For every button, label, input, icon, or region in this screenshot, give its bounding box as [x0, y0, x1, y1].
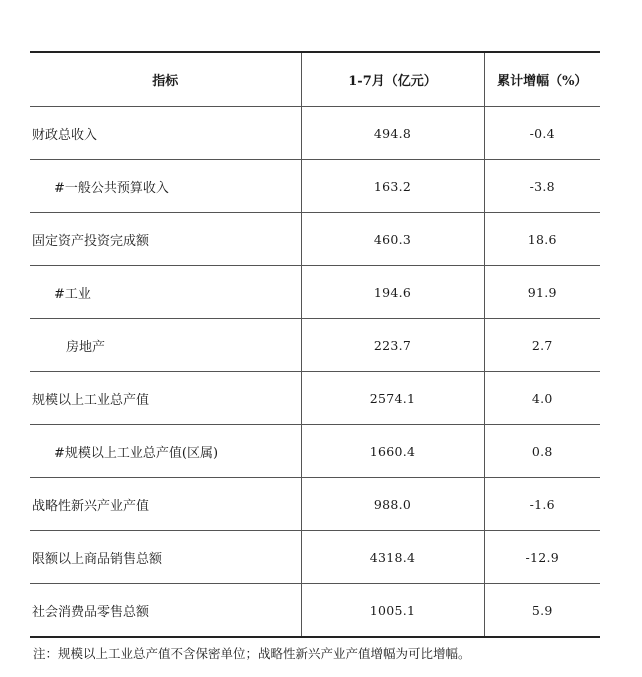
value-cell: 4318.4 — [301, 531, 484, 584]
table-row — [30, 160, 600, 213]
table-header — [30, 52, 600, 107]
header-value: 1-7月（亿元） — [301, 52, 484, 107]
indicator-cell: #一般公共预算收入 — [30, 160, 301, 213]
growth-cell: 0.8 — [484, 425, 600, 478]
table-row — [30, 531, 600, 584]
header-indicator: 指标 — [30, 52, 301, 107]
indicator-cell: 社会消费品零售总额 — [30, 584, 301, 638]
growth-cell: 4.0 — [484, 372, 600, 425]
table-row — [30, 584, 600, 638]
table-row — [30, 213, 600, 266]
growth-cell: 2.7 — [484, 319, 600, 372]
header-growth: 累计增幅（%） — [484, 52, 600, 107]
indicator-cell: 固定资产投资完成额 — [30, 213, 301, 266]
footnote: 注：规模以上工业总产值不含保密单位；战略性新兴产业产值增幅为可比增幅。 — [33, 646, 471, 661]
indicator-cell: #工业 — [30, 266, 301, 319]
indicator-cell: 财政总收入 — [30, 107, 301, 160]
value-cell: 1005.1 — [301, 584, 484, 638]
table-row — [30, 266, 600, 319]
table-row — [30, 478, 600, 531]
table-row — [30, 107, 600, 160]
growth-cell: 91.9 — [484, 266, 600, 319]
growth-cell: -12.9 — [484, 531, 600, 584]
growth-cell: -0.4 — [484, 107, 600, 160]
indicator-cell: 规模以上工业总产值 — [30, 372, 301, 425]
value-cell: 460.3 — [301, 213, 484, 266]
growth-cell: 5.9 — [484, 584, 600, 638]
statistics-table — [30, 51, 600, 638]
value-cell: 494.8 — [301, 107, 484, 160]
header-row — [30, 52, 600, 107]
table-row — [30, 319, 600, 372]
value-cell: 223.7 — [301, 319, 484, 372]
growth-cell: -3.8 — [484, 160, 600, 213]
indicator-cell: 限额以上商品销售总额 — [30, 531, 301, 584]
value-cell: 988.0 — [301, 478, 484, 531]
value-cell: 1660.4 — [301, 425, 484, 478]
table-row — [30, 425, 600, 478]
value-cell: 194.6 — [301, 266, 484, 319]
growth-cell: -1.6 — [484, 478, 600, 531]
indicator-cell: #规模以上工业总产值(区属) — [30, 425, 301, 478]
indicator-cell: 战略性新兴产业产值 — [30, 478, 301, 531]
table-row — [30, 372, 600, 425]
indicator-cell: 房地产 — [30, 319, 301, 372]
value-cell: 163.2 — [301, 160, 484, 213]
table-body — [30, 107, 600, 638]
value-cell: 2574.1 — [301, 372, 484, 425]
growth-cell: 18.6 — [484, 213, 600, 266]
